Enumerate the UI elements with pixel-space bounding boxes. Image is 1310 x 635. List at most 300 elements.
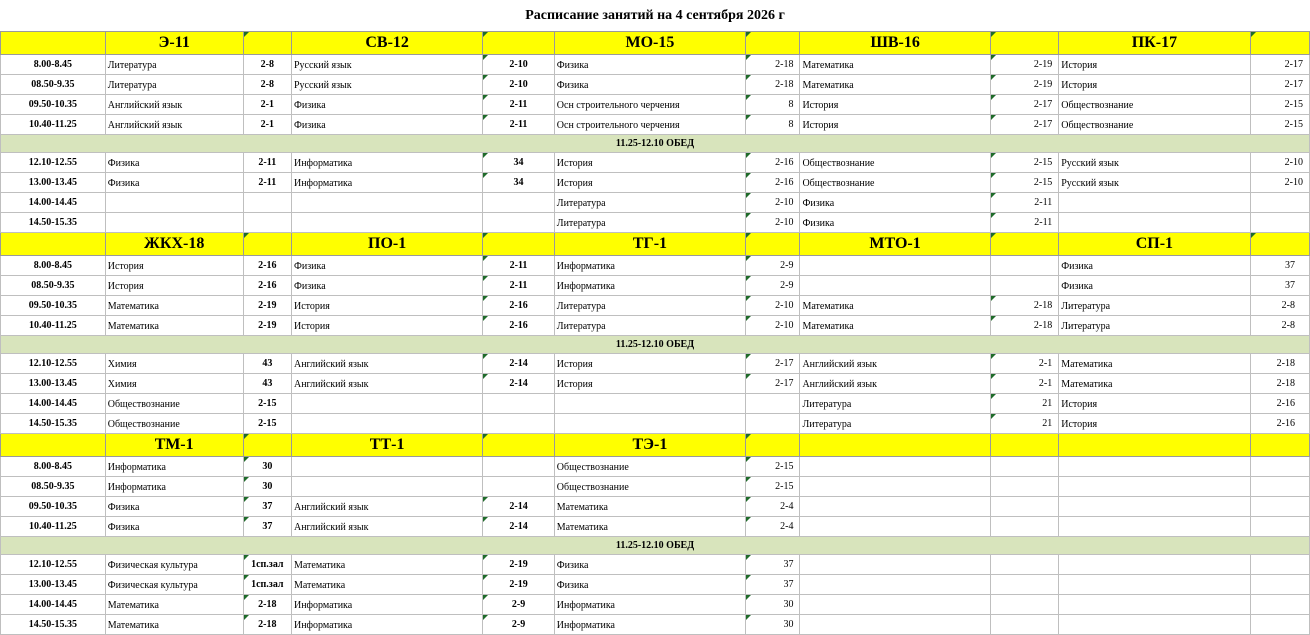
- subject-cell: Физика: [554, 575, 745, 595]
- room-cell: 2-1: [990, 374, 1058, 394]
- subject-cell: [1059, 595, 1250, 615]
- group-name: ШВ-16: [800, 32, 990, 55]
- room-cell: [746, 414, 800, 434]
- room-cell: 37: [1250, 256, 1309, 276]
- room-cell: 2-11: [483, 276, 554, 296]
- subject-cell: Информатика: [554, 615, 745, 635]
- room-cell: [483, 193, 554, 213]
- room-cell: 2-11: [990, 193, 1058, 213]
- room-cell: 2-9: [746, 276, 800, 296]
- room-cell: 2-10: [483, 55, 554, 75]
- room-cell: [990, 555, 1058, 575]
- subject-cell: [800, 477, 990, 497]
- group-header-empty: [1, 434, 106, 457]
- room-cell: 21: [990, 394, 1058, 414]
- lesson-time: 09.50-10.35: [1, 497, 106, 517]
- room-cell: 2-16: [243, 276, 291, 296]
- room-cell: 2-10: [746, 316, 800, 336]
- room-cell: 2-16: [746, 173, 800, 193]
- lesson-time: 13.00-13.45: [1, 374, 106, 394]
- schedule-row: [1, 173, 1310, 193]
- subject-cell: Обществознание: [554, 457, 745, 477]
- room-cell: [243, 193, 291, 213]
- subject-cell: Английский язык: [291, 374, 482, 394]
- room-cell: 37: [746, 575, 800, 595]
- subject-cell: Математика: [800, 75, 990, 95]
- subject-cell: Химия: [105, 374, 243, 394]
- room-cell: 2-19: [990, 75, 1058, 95]
- schedule-title: Расписание занятий на 4 сентября 2026 г: [525, 8, 785, 23]
- room-cell: [990, 276, 1058, 296]
- schedule-row: [1, 354, 1310, 374]
- room-cell: 2-11: [990, 213, 1058, 233]
- subject-cell: История: [291, 316, 482, 336]
- subject-cell: Литература: [554, 213, 745, 233]
- lesson-time: 13.00-13.45: [1, 173, 106, 193]
- lesson-time: 12.10-12.55: [1, 354, 106, 374]
- group-room-empty: [243, 32, 291, 55]
- room-cell: [1250, 517, 1309, 537]
- lesson-time: 14.00-14.45: [1, 595, 106, 615]
- subject-cell: Физика: [800, 193, 990, 213]
- room-cell: 2-17: [746, 374, 800, 394]
- group-room-empty: [243, 434, 291, 457]
- schedule-row: [1, 414, 1310, 434]
- subject-cell: [800, 595, 990, 615]
- room-cell: [990, 575, 1058, 595]
- lesson-time: 08.50-9.35: [1, 477, 106, 497]
- schedule-row: [1, 595, 1310, 615]
- subject-cell: История: [554, 374, 745, 394]
- subject-cell: Математика: [291, 555, 482, 575]
- lunch-row: [1, 537, 1310, 555]
- subject-cell: Математика: [105, 615, 243, 635]
- schedule-row: [1, 256, 1310, 276]
- room-cell: 2-11: [483, 256, 554, 276]
- subject-cell: Обществознание: [105, 414, 243, 434]
- room-cell: 2-18: [990, 296, 1058, 316]
- subject-cell: [291, 414, 482, 434]
- room-cell: 2-10: [1250, 173, 1309, 193]
- lesson-time: 10.40-11.25: [1, 316, 106, 336]
- subject-cell: История: [105, 276, 243, 296]
- room-cell: [990, 457, 1058, 477]
- room-cell: [990, 615, 1058, 635]
- subject-cell: [800, 457, 990, 477]
- lesson-time: 08.50-9.35: [1, 75, 106, 95]
- room-cell: 2-10: [1250, 153, 1309, 173]
- subject-cell: Информатика: [105, 477, 243, 497]
- lesson-time: 14.00-14.45: [1, 193, 106, 213]
- schedule-row: [1, 75, 1310, 95]
- room-cell: 34: [483, 153, 554, 173]
- subject-cell: Английский язык: [291, 497, 482, 517]
- group-name: МТО-1: [800, 233, 990, 256]
- room-cell: 2-9: [746, 256, 800, 276]
- subject-cell: Английский язык: [800, 354, 990, 374]
- room-cell: 2-1: [990, 354, 1058, 374]
- subject-cell: Обществознание: [105, 394, 243, 414]
- subject-cell: Обществознание: [1059, 115, 1250, 135]
- room-cell: 2-14: [483, 374, 554, 394]
- room-cell: [483, 213, 554, 233]
- subject-cell: Литература: [800, 394, 990, 414]
- subject-cell: Информатика: [291, 173, 482, 193]
- subject-cell: Английский язык: [291, 517, 482, 537]
- subject-cell: [291, 193, 482, 213]
- lesson-time: 12.10-12.55: [1, 153, 106, 173]
- room-cell: [483, 457, 554, 477]
- room-cell: [1250, 213, 1309, 233]
- room-cell: 2-16: [483, 316, 554, 336]
- lesson-time: 14.50-15.35: [1, 414, 106, 434]
- group-room-empty: [243, 233, 291, 256]
- subject-cell: Физика: [291, 276, 482, 296]
- subject-cell: Английский язык: [800, 374, 990, 394]
- subject-cell: Математика: [105, 316, 243, 336]
- room-cell: 2-11: [243, 153, 291, 173]
- group-room-empty: [1250, 434, 1309, 457]
- group-name: ТГ-1: [554, 233, 745, 256]
- subject-cell: История: [1059, 394, 1250, 414]
- group-name: ПО-1: [291, 233, 482, 256]
- schedule-row: [1, 555, 1310, 575]
- subject-cell: [554, 414, 745, 434]
- subject-cell: [1059, 497, 1250, 517]
- room-cell: 2-10: [746, 296, 800, 316]
- schedule-row: [1, 575, 1310, 595]
- room-cell: 2-11: [483, 95, 554, 115]
- subject-cell: Литература: [105, 75, 243, 95]
- room-cell: 8: [746, 115, 800, 135]
- subject-cell: Физическая культура: [105, 555, 243, 575]
- room-cell: 2-19: [483, 555, 554, 575]
- subject-cell: Физическая культура: [105, 575, 243, 595]
- subject-cell: Информатика: [291, 615, 482, 635]
- room-cell: [1250, 615, 1309, 635]
- group-room-empty: [990, 32, 1058, 55]
- room-cell: [990, 256, 1058, 276]
- subject-cell: Математика: [291, 575, 482, 595]
- room-cell: 2-10: [746, 193, 800, 213]
- subject-cell: [554, 394, 745, 414]
- subject-cell: История: [554, 173, 745, 193]
- subject-cell: История: [1059, 55, 1250, 75]
- room-cell: 2-15: [990, 173, 1058, 193]
- room-cell: 2-9: [483, 615, 554, 635]
- subject-cell: Осн строительного черчения: [554, 95, 745, 115]
- room-cell: 37: [243, 497, 291, 517]
- group-header-row: [1, 434, 1310, 457]
- lesson-time: 09.50-10.35: [1, 95, 106, 115]
- room-cell: 2-14: [483, 497, 554, 517]
- room-cell: 2-15: [1250, 115, 1309, 135]
- subject-cell: История: [1059, 75, 1250, 95]
- subject-cell: Литература: [554, 193, 745, 213]
- subject-cell: Русский язык: [291, 55, 482, 75]
- subject-cell: Информатика: [554, 595, 745, 615]
- subject-cell: Химия: [105, 354, 243, 374]
- room-cell: [1250, 555, 1309, 575]
- group-name: СП-1: [1059, 233, 1250, 256]
- room-cell: 2-1: [243, 95, 291, 115]
- room-cell: 2-17: [990, 115, 1058, 135]
- subject-cell: [1059, 477, 1250, 497]
- subject-cell: Физика: [1059, 276, 1250, 296]
- subject-cell: Английский язык: [105, 115, 243, 135]
- schedule-row: [1, 517, 1310, 537]
- subject-cell: Математика: [554, 517, 745, 537]
- subject-cell: [800, 555, 990, 575]
- room-cell: 2-16: [746, 153, 800, 173]
- schedule-row: [1, 153, 1310, 173]
- room-cell: 2-8: [243, 75, 291, 95]
- lunch-label: 11.25-12.10 ОБЕД: [1, 537, 1310, 555]
- room-cell: [483, 394, 554, 414]
- subject-cell: Обществознание: [800, 153, 990, 173]
- room-cell: 2-10: [746, 213, 800, 233]
- room-cell: 43: [243, 374, 291, 394]
- subject-cell: Физика: [291, 115, 482, 135]
- group-name: ТМ-1: [105, 434, 243, 457]
- room-cell: 2-15: [243, 394, 291, 414]
- subject-cell: Информатика: [554, 256, 745, 276]
- subject-cell: Математика: [800, 55, 990, 75]
- subject-cell: [105, 193, 243, 213]
- room-cell: 2-19: [483, 575, 554, 595]
- lesson-time: 8.00-8.45: [1, 256, 106, 276]
- group-room-empty: [746, 434, 800, 457]
- lesson-time: 08.50-9.35: [1, 276, 106, 296]
- group-header-row: [1, 233, 1310, 256]
- room-cell: 2-17: [746, 354, 800, 374]
- subject-cell: Информатика: [105, 457, 243, 477]
- group-header-empty: [1, 32, 106, 55]
- room-cell: 2-19: [243, 296, 291, 316]
- room-cell: 37: [746, 555, 800, 575]
- room-cell: 2-15: [990, 153, 1058, 173]
- lesson-time: 12.10-12.55: [1, 555, 106, 575]
- lesson-time: 10.40-11.25: [1, 115, 106, 135]
- room-cell: 2-18: [1250, 374, 1309, 394]
- room-cell: 2-11: [243, 173, 291, 193]
- room-cell: 2-18: [746, 55, 800, 75]
- subject-cell: Обществознание: [800, 173, 990, 193]
- subject-cell: Информатика: [291, 595, 482, 615]
- room-cell: [483, 477, 554, 497]
- subject-cell: Английский язык: [291, 354, 482, 374]
- group-room-empty: [990, 434, 1058, 457]
- subject-cell: Обществознание: [1059, 95, 1250, 115]
- schedule-row: [1, 95, 1310, 115]
- group-name: [1059, 434, 1250, 457]
- subject-cell: [800, 256, 990, 276]
- room-cell: [990, 477, 1058, 497]
- subject-cell: Русский язык: [291, 75, 482, 95]
- room-cell: 2-17: [1250, 55, 1309, 75]
- subject-cell: [291, 394, 482, 414]
- schedule-table: [0, 31, 1310, 635]
- room-cell: 2-18: [990, 316, 1058, 336]
- subject-cell: Физика: [105, 153, 243, 173]
- lunch-row: [1, 336, 1310, 354]
- subject-cell: [800, 517, 990, 537]
- room-cell: 1сп.зал: [243, 575, 291, 595]
- room-cell: 1сп.зал: [243, 555, 291, 575]
- lesson-time: 14.50-15.35: [1, 213, 106, 233]
- schedule-row: [1, 394, 1310, 414]
- subject-cell: [800, 276, 990, 296]
- subject-cell: Математика: [105, 296, 243, 316]
- room-cell: [1250, 575, 1309, 595]
- room-cell: 2-10: [483, 75, 554, 95]
- room-cell: 2-9: [483, 595, 554, 615]
- room-cell: [990, 497, 1058, 517]
- room-cell: 2-18: [243, 615, 291, 635]
- room-cell: 30: [243, 457, 291, 477]
- room-cell: 2-18: [1250, 354, 1309, 374]
- subject-cell: Физика: [291, 256, 482, 276]
- room-cell: [1250, 193, 1309, 213]
- room-cell: 37: [243, 517, 291, 537]
- subject-cell: Литература: [800, 414, 990, 434]
- room-cell: 21: [990, 414, 1058, 434]
- group-name: СВ-12: [291, 32, 482, 55]
- schedule-row: [1, 276, 1310, 296]
- subject-cell: История: [800, 115, 990, 135]
- group-room-empty: [990, 233, 1058, 256]
- subject-cell: [800, 497, 990, 517]
- lesson-time: 13.00-13.45: [1, 575, 106, 595]
- subject-cell: [800, 615, 990, 635]
- subject-cell: Математика: [554, 497, 745, 517]
- room-cell: 2-17: [1250, 75, 1309, 95]
- subject-cell: Английский язык: [105, 95, 243, 115]
- group-room-empty: [746, 233, 800, 256]
- subject-cell: История: [800, 95, 990, 115]
- group-header-empty: [1, 233, 106, 256]
- subject-cell: Информатика: [291, 153, 482, 173]
- room-cell: [483, 414, 554, 434]
- subject-cell: [291, 457, 482, 477]
- subject-cell: Физика: [105, 517, 243, 537]
- lesson-time: 14.00-14.45: [1, 394, 106, 414]
- subject-cell: История: [291, 296, 482, 316]
- subject-cell: Физика: [105, 173, 243, 193]
- lesson-time: 8.00-8.45: [1, 457, 106, 477]
- room-cell: [1250, 457, 1309, 477]
- room-cell: 2-19: [990, 55, 1058, 75]
- room-cell: 37: [1250, 276, 1309, 296]
- subject-cell: Физика: [105, 497, 243, 517]
- room-cell: 2-16: [1250, 394, 1309, 414]
- schedule-row: [1, 115, 1310, 135]
- room-cell: 2-17: [990, 95, 1058, 115]
- subject-cell: Литература: [1059, 296, 1250, 316]
- subject-cell: Русский язык: [1059, 153, 1250, 173]
- subject-cell: Математика: [1059, 354, 1250, 374]
- group-room-empty: [1250, 233, 1309, 256]
- group-name: [800, 434, 990, 457]
- subject-cell: [1059, 555, 1250, 575]
- subject-cell: Русский язык: [1059, 173, 1250, 193]
- subject-cell: Литература: [554, 316, 745, 336]
- lesson-time: 10.40-11.25: [1, 517, 106, 537]
- room-cell: 30: [243, 477, 291, 497]
- room-cell: 2-4: [746, 497, 800, 517]
- group-room-empty: [483, 434, 554, 457]
- subject-cell: Физика: [1059, 256, 1250, 276]
- lesson-time: 09.50-10.35: [1, 296, 106, 316]
- subject-cell: Физика: [554, 75, 745, 95]
- room-cell: 2-8: [1250, 316, 1309, 336]
- room-cell: [1250, 477, 1309, 497]
- room-cell: [1250, 497, 1309, 517]
- subject-cell: Физика: [291, 95, 482, 115]
- subject-cell: [1059, 193, 1250, 213]
- room-cell: [990, 517, 1058, 537]
- subject-cell: Осн строительного черчения: [554, 115, 745, 135]
- subject-cell: Математика: [105, 595, 243, 615]
- room-cell: 2-1: [243, 115, 291, 135]
- lunch-label: 11.25-12.10 ОБЕД: [1, 336, 1310, 354]
- subject-cell: История: [554, 354, 745, 374]
- room-cell: 43: [243, 354, 291, 374]
- schedule-row: [1, 213, 1310, 233]
- room-cell: 2-18: [243, 595, 291, 615]
- subject-cell: [800, 575, 990, 595]
- subject-cell: [291, 213, 482, 233]
- group-name: ЖКХ-18: [105, 233, 243, 256]
- group-room-empty: [746, 32, 800, 55]
- schedule-row: [1, 615, 1310, 635]
- room-cell: 2-15: [746, 477, 800, 497]
- subject-cell: [1059, 213, 1250, 233]
- room-cell: 34: [483, 173, 554, 193]
- lesson-time: 14.50-15.35: [1, 615, 106, 635]
- subject-cell: Математика: [800, 296, 990, 316]
- room-cell: 30: [746, 595, 800, 615]
- group-room-empty: [483, 32, 554, 55]
- subject-cell: [105, 213, 243, 233]
- subject-cell: Математика: [800, 316, 990, 336]
- lunch-row: [1, 135, 1310, 153]
- lesson-time: 8.00-8.45: [1, 55, 106, 75]
- room-cell: 2-16: [243, 256, 291, 276]
- subject-cell: Литература: [105, 55, 243, 75]
- group-name: ПК-17: [1059, 32, 1250, 55]
- room-cell: 2-15: [1250, 95, 1309, 115]
- subject-cell: Математика: [1059, 374, 1250, 394]
- schedule-row: [1, 55, 1310, 75]
- subject-cell: [1059, 457, 1250, 477]
- subject-cell: [1059, 615, 1250, 635]
- room-cell: [243, 213, 291, 233]
- room-cell: 2-14: [483, 517, 554, 537]
- room-cell: [746, 394, 800, 414]
- room-cell: [990, 595, 1058, 615]
- group-name: Э-11: [105, 32, 243, 55]
- room-cell: 2-8: [243, 55, 291, 75]
- room-cell: 2-15: [243, 414, 291, 434]
- room-cell: 30: [746, 615, 800, 635]
- subject-cell: История: [1059, 414, 1250, 434]
- schedule-row: [1, 316, 1310, 336]
- group-name: МО-15: [554, 32, 745, 55]
- room-cell: 2-14: [483, 354, 554, 374]
- room-cell: 2-19: [243, 316, 291, 336]
- room-cell: 2-15: [746, 457, 800, 477]
